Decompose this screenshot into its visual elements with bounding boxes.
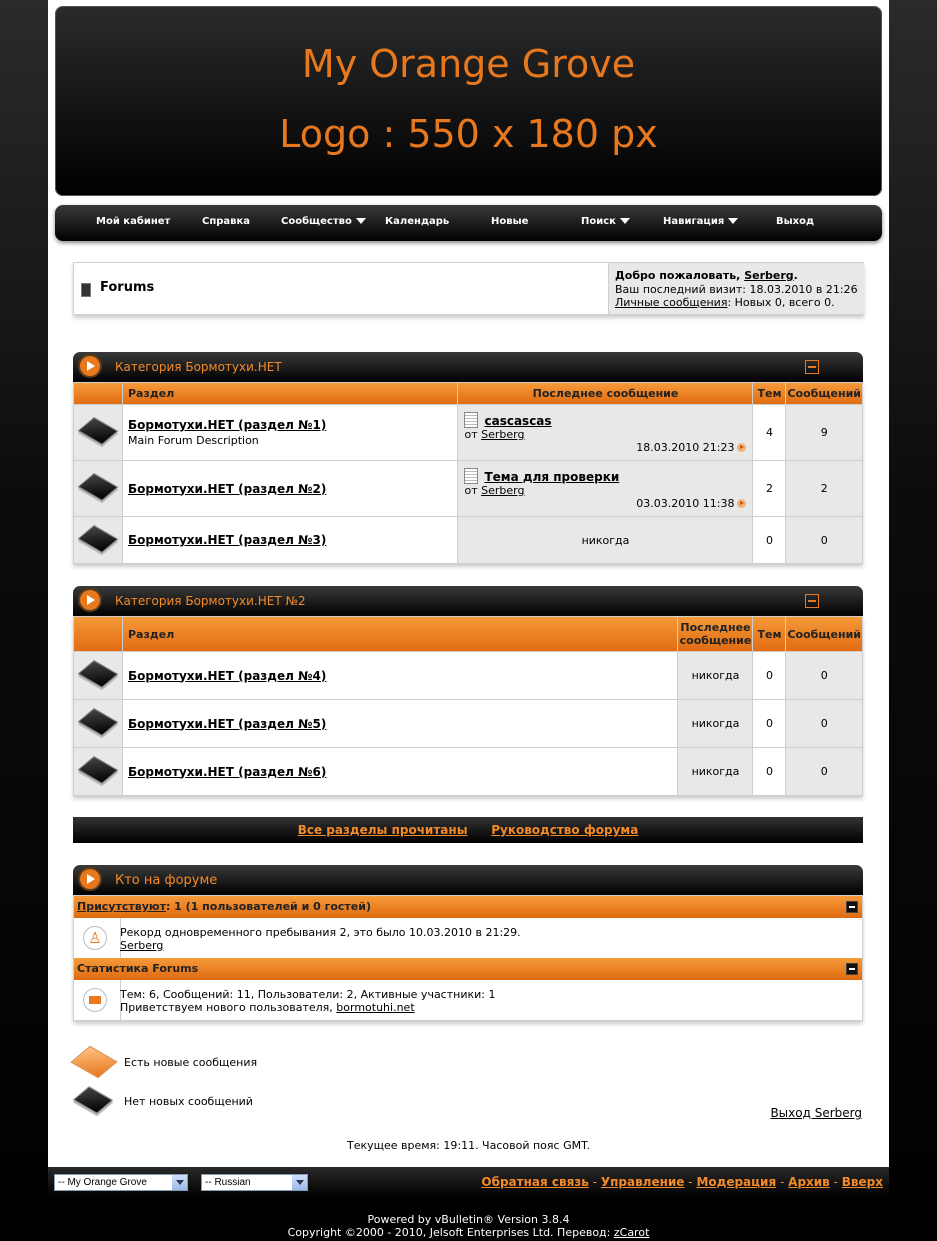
online-title: Кто на форуме [115,873,218,888]
header-icon-col [74,383,123,405]
top-link[interactable]: Вверх [841,1175,883,1189]
online-present-bar [74,896,862,918]
admin-link[interactable]: Управление [600,1175,685,1189]
footer-sep: - [833,1175,838,1189]
post-icon [464,468,478,484]
nav-community[interactable] [281,216,366,227]
stats-bar [74,958,862,980]
last-post-user[interactable]: Serberg [481,483,525,497]
thread-count: 0 [753,748,786,796]
forum-table [73,616,863,796]
collapse-icon[interactable] [805,360,819,374]
collapse-icon[interactable] [805,594,819,608]
forum-row [74,405,863,461]
online-box [73,895,863,1021]
go-to-post-icon[interactable] [737,499,746,508]
stats-icon [83,988,107,1012]
translator-link[interactable]: zCarot [613,1226,650,1239]
present-link[interactable]: Присутствуют [77,900,166,913]
logo-size-text: Logo : 550 x 180 px [279,112,658,156]
post-icon [464,412,478,428]
last-post-never: никогда [678,652,753,700]
last-post-never: никогда [458,517,753,564]
header-last-post: Последнее сообщение [458,383,753,405]
forum-link[interactable]: Бормотухи.НЕТ (раздел №5) [128,716,327,731]
style-select[interactable] [54,1174,188,1191]
forum-row [74,517,863,564]
forum-description: Main Forum Description [128,434,259,447]
thread-count: 2 [753,461,786,517]
forum-link[interactable]: Бормотухи.НЕТ (раздел №1) [128,418,327,432]
forum-status-cell [74,517,123,564]
feedback-link[interactable]: Обратная связь [481,1175,589,1189]
nav-help[interactable]: Справка [202,216,251,227]
nav-navigation[interactable] [663,216,738,227]
collapse-icon[interactable] [846,963,858,975]
copyright-line [0,1226,937,1239]
welcome-greeting: Добро пожаловать, [615,269,741,282]
chevron-down-icon[interactable] [292,1175,307,1190]
forum-row [74,700,863,748]
go-to-post-icon[interactable] [737,443,746,452]
forum-status-cell [74,405,123,461]
style-select-value: -- My Orange Grove [58,1177,147,1188]
welcome-username[interactable]: Serberg [744,269,794,282]
footer-bar [48,1167,889,1197]
newest-user-link[interactable]: bormotuhi.net [336,1001,415,1014]
welcome-new-text: Приветствуем нового пользователя, [120,1001,333,1014]
forum-link[interactable]: Бормотухи.НЕТ (раздел №4) [128,668,327,683]
online-user-link[interactable]: Serberg [120,939,164,952]
last-post-title[interactable]: cascascas [484,413,552,428]
chevron-down-icon [356,218,366,224]
last-post-title[interactable]: Тема для проверки [484,469,620,484]
category-header [73,586,863,616]
chevron-down-icon [728,218,738,224]
folder-icon [78,525,119,553]
post-count: 0 [786,517,863,564]
category-title[interactable]: Категория Бормотухи.НЕТ №2 [115,594,306,608]
last-post-cell [458,405,753,461]
forum-link[interactable]: Бормотухи.НЕТ (раздел №6) [128,764,327,779]
last-visit: Ваш последний визит: 18.03.2010 в 21:26 [615,283,858,296]
current-time: Текущее время: 19:11. Часовой пояс GMT. [346,1139,590,1152]
collapse-icon[interactable] [846,901,858,913]
forum-table [73,382,863,564]
breadcrumb-box [73,262,864,315]
folder-icon [78,660,119,688]
header-threads: Тем [753,383,786,405]
nav-search-label: Поиск [581,216,616,227]
stats-line: Тем: 6, Сообщений: 11, Пользователи: 2, Активные участники: 1 [120,988,496,1001]
powered-by: Powered by vBulletin® Version 3.8.4 [367,1213,570,1226]
forum-status-cell [74,700,123,748]
forum-row [74,461,863,517]
folder-icon [78,708,119,736]
newest-user-line [120,1001,415,1014]
logout-link[interactable]: Выход Serberg [770,1106,862,1120]
last-post-user[interactable]: Serberg [481,427,525,441]
thread-count: 4 [753,405,786,461]
header-posts: Сообщений [786,617,863,652]
stats-title: Статистика Forums [77,962,199,975]
main-navbar [55,205,882,241]
post-count: 0 [786,700,863,748]
play-icon [80,869,100,889]
folder-icon [78,417,119,445]
header-threads: Тем [753,617,786,652]
pm-text: : Новых 0, всего 0. [727,296,835,309]
chevron-down-icon [620,218,630,224]
thread-count: 0 [753,517,786,564]
nav-navigation-label: Навигация [663,216,725,227]
forum-status-cell [74,748,123,796]
pm-line [615,296,835,309]
copyright-text: Copyright ©2000 - 2010, Jelsoft Enterprises Ltd. Перевод: [287,1226,611,1239]
language-select[interactable] [201,1174,308,1191]
chevron-down-icon[interactable] [172,1175,187,1190]
nav-search[interactable] [581,216,630,227]
present-text: : 1 (1 пользователей и 0 гостей) [165,900,371,913]
no-new-posts-icon [73,1086,114,1114]
forum-status-cell [74,461,123,517]
forum-home-icon [81,283,91,297]
footer-links [481,1175,883,1189]
stats-icon-cell [74,980,121,1020]
archive-link[interactable]: Архив [788,1175,830,1189]
online-header [73,865,863,895]
post-count: 2 [786,461,863,517]
user-icon: ♙ [83,926,107,950]
play-icon [80,590,100,610]
site-logo[interactable] [55,6,882,196]
legend-no-new-posts: Нет новых сообщений [124,1095,253,1108]
nav-logout[interactable]: Выход [776,216,815,227]
welcome-line [615,269,798,282]
forum-links-bar [73,817,863,843]
header-section: Раздел [123,617,678,652]
header-section: Раздел [123,383,458,405]
folder-icon [78,756,119,784]
last-post-by: от [464,483,478,497]
pm-link[interactable]: Личные сообщения [615,296,728,309]
forum-link[interactable]: Бормотухи.НЕТ (раздел №2) [128,481,327,496]
mark-all-read-link[interactable]: Все разделы прочитаны [297,823,468,837]
online-icon-cell [74,918,121,958]
footer-sep: - [779,1175,785,1189]
forum-link[interactable]: Бормотухи.НЕТ (раздел №3) [128,533,327,547]
last-post-date: 03.03.2010 11:38 [636,496,735,510]
last-post-never: никогда [678,748,753,796]
language-select-value: -- Russian [205,1177,251,1188]
post-count: 0 [786,652,863,700]
forum-leaders-link[interactable]: Руководство форума [491,823,639,837]
legend-new-posts: Есть новые сообщения [124,1056,258,1069]
forum-row [74,748,863,796]
play-icon [80,356,100,376]
last-post-by: от [464,427,478,441]
welcome-period: . [793,269,798,282]
nav-new-posts[interactable]: Новые [491,216,529,227]
breadcrumb-title: Forums [100,280,155,295]
page-container [48,0,889,1167]
last-post-date: 18.03.2010 21:23 [636,440,735,454]
category-title[interactable]: Категория Бормотухи.НЕТ [115,360,282,374]
thread-count: 0 [753,652,786,700]
category-header [73,352,863,382]
moderation-link[interactable]: Модерация [696,1175,777,1189]
footer-sep: - [592,1175,598,1189]
online-record: Рекорд одновременного пребывания 2, это было 10.03.2010 в 21:29. [120,926,521,939]
header-posts: Сообщений [786,383,863,405]
thread-count: 0 [753,700,786,748]
last-post-cell [458,461,753,517]
nav-calendar[interactable]: Календарь [385,216,450,227]
forum-status-cell [74,652,123,700]
nav-community-label: Сообщество [281,216,352,227]
nav-usercp[interactable]: Мой кабинет [96,216,171,227]
last-post-never: никогда [678,700,753,748]
forum-row [74,652,863,700]
post-count: 9 [786,405,863,461]
welcome-panel [608,263,864,314]
footer-sep: - [688,1175,693,1189]
folder-icon [78,473,119,501]
header-last-post: Последнее сообщение [678,617,753,652]
logo-title: My Orange Grove [301,42,636,86]
new-posts-icon [70,1046,117,1078]
header-icon-col [74,617,123,652]
post-count: 0 [786,748,863,796]
